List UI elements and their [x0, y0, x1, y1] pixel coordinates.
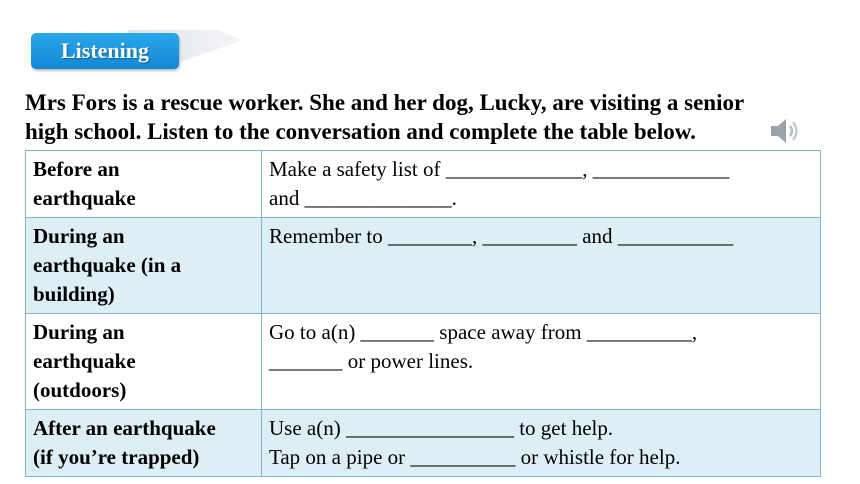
- label-line: earthquake (in a: [33, 253, 182, 277]
- label-line: During an: [33, 224, 125, 248]
- content-line: and ______________.: [269, 186, 457, 210]
- table-row: [26, 218, 821, 314]
- label-line: earthquake: [33, 349, 136, 373]
- row-label: [26, 314, 262, 410]
- section-badge: Listening: [31, 33, 179, 69]
- table-row: [26, 410, 821, 477]
- row-content[interactable]: [262, 218, 821, 314]
- content-line: Remember to ________, _________ and ___________: [269, 224, 734, 248]
- speaker-icon[interactable]: [768, 114, 802, 148]
- label-line: building): [33, 282, 115, 306]
- answer-table: [25, 150, 821, 477]
- instructions-line-2: high school. Listen to the conversation and complete the table below.: [25, 119, 696, 144]
- row-label: [26, 410, 262, 477]
- content-line: Use a(n) ________________ to get help.: [269, 416, 614, 440]
- table-row: [26, 314, 821, 410]
- row-label: [26, 218, 262, 314]
- label-line: (if you’re trapped): [33, 445, 200, 469]
- content-line: Go to a(n) _______ space away from __________,: [269, 320, 698, 344]
- content-line: Make a safety list of _____________, _____________: [269, 157, 730, 181]
- row-label: [26, 151, 262, 218]
- row-content[interactable]: [262, 410, 821, 477]
- label-line: During an: [33, 320, 125, 344]
- label-line: earthquake: [33, 186, 136, 210]
- row-content[interactable]: [262, 151, 821, 218]
- content-line: Tap on a pipe or __________ or whistle for help.: [269, 445, 681, 469]
- content-line: _______ or power lines.: [269, 349, 474, 373]
- section-header: [28, 30, 218, 70]
- table-row: [26, 151, 821, 218]
- instructions-line-1: Mrs Fors is a rescue worker. She and her dog, Lucky, are visiting a senior: [25, 90, 745, 115]
- label-line: (outdoors): [33, 378, 127, 402]
- row-content[interactable]: [262, 314, 821, 410]
- label-line: Before an: [33, 157, 120, 181]
- label-line: After an earthquake: [33, 416, 216, 440]
- instructions: [25, 88, 825, 146]
